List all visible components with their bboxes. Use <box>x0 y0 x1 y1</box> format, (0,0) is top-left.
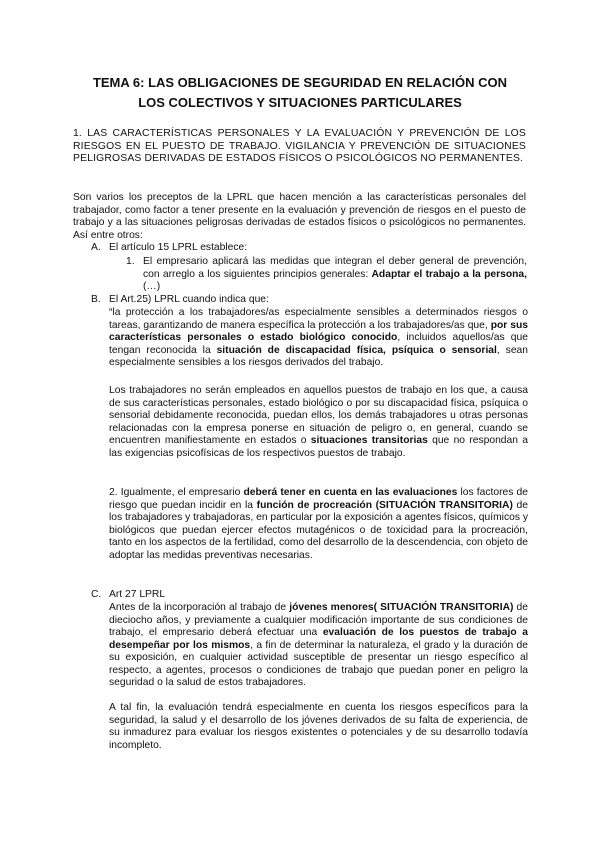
item-c-marker: C. <box>91 589 102 600</box>
intro-paragraph: Son varios los preceptos de la LPRL que hacen mención a las características personales del trabajador, como factor a tener presente en la evaluación y prevención de riesgos en el puesto de trabajo y a las situaciones peligrosas derivadas de estados físicos o psicológicos no permanentes. Así entre otros: <box>73 192 526 241</box>
item-b-marker: B. <box>91 294 101 305</box>
item-b-label: El Art.25) LPRL cuando indica que: <box>109 294 269 305</box>
item-b-paragraph-2: Los trabajadores no serán empleados en aquellos puestos de trabajo en los que, a causa de sus características personales, estado biológico o por su discapacidad física, psíquica o sensorial debidamente reconocida, puedan ellos, los demás trabajadores u otras personas relacionadas con la empresa ponerse en situación de peligro o, en general, cuando se encuentren manifiestamente en estados o situaciones transitorias que no respondan a las exigencias psicofísicas de los respectivos puestos de trabajo. <box>109 385 529 459</box>
item-a-label: El artículo 15 LPRL establece: <box>109 242 248 253</box>
document-title <box>60 73 540 113</box>
item-b-quote-paragraph: “la protección a los trabajadores/as especialmente sensibles a determinados riesgos o tareas, garantizando de manera específica la protección a los trabajadores/as que, por sus características personales o estado biológico conocido, incluidos aquellos/as que tengan reconocida la situación de discapacidad física, psíquica o sensorial, sean especialmente sensibles a los riesgos derivados del trabajo. <box>109 307 528 368</box>
item-c-paragraph-1: Antes de la incorporación al trabajo de jóvenes menores( SITUACIÓN TRANSITORIA) de dieciocho años, y previamente a cualquier modificación importante de sus condiciones de trabajo, el empresario deberá efectuar una evaluación de los puestos de trabajo a desempeñar por los mismos, a fin de determinar la naturaleza, el grado y la duración de su exposición, en cualquier actividad susceptible de presentar un riesgo específico al respecto, a agentes, procesos o condiciones de trabajo que puedan poner en peligro la seguridad o la salud de estos trabajadores. <box>109 602 529 688</box>
item-a-marker: A. <box>91 242 101 253</box>
item-b-paragraph-3: 2. Igualmente, el empresario deberá tener en cuenta en las evaluaciones los factores de riesgo que puedan incidir en la función de procreación (SITUACIÓN TRANSITORIA) de los trabajadores y trabajadoras, en particular por la exposición a agentes físicos, químicos y biológicos que puedan ejercer efectos mutagénicos o de toxicidad para la procreación, tanto en los aspectos de la fertilidad, como del desarrollo de la descendencia, con objeto de adoptar las medidas preventivas necesarias. <box>109 487 529 561</box>
item-a-sub-paragraph: El empresario aplicará las medidas que integran el deber general de prevención, con arreglo a los siguientes principios generales: Adaptar el trabajo a la persona, (…) <box>143 256 527 292</box>
title-line-2: LOS COLECTIVOS Y SITUACIONES PARTICULARES <box>138 95 462 110</box>
item-c-label: Art 27 LPRL <box>109 589 166 600</box>
item-c-paragraph-2: A tal fin, la evaluación tendrá especialmente en cuenta los riesgos específicos para la seguridad, la salud y el desarrollo de los jóvenes derivados de su falta de experiencia, de su inmadurez para evaluar los riesgos existentes o potenciales y de su desarrollo todavía incompleto. <box>109 702 528 751</box>
item-a-sub-marker: 1. <box>126 256 135 267</box>
section-1-heading: 1. LAS CARACTERÍSTICAS PERSONALES Y LA EVALUACIÓN Y PREVENCIÓN DE LOS RIESGOS EN EL PUESTO DE TRABAJO. VIGILANCIA Y PREVENCIÓN DE SITUACIONES PELIGROSAS DERIVADAS DE ESTADOS FÍSICOS O PSICOLÓGICOS NO PERMANENTES. <box>73 128 526 164</box>
title-line-1: TEMA 6: LAS OBLIGACIONES DE SEGURIDAD EN RELACIÓN CON <box>92 75 508 90</box>
